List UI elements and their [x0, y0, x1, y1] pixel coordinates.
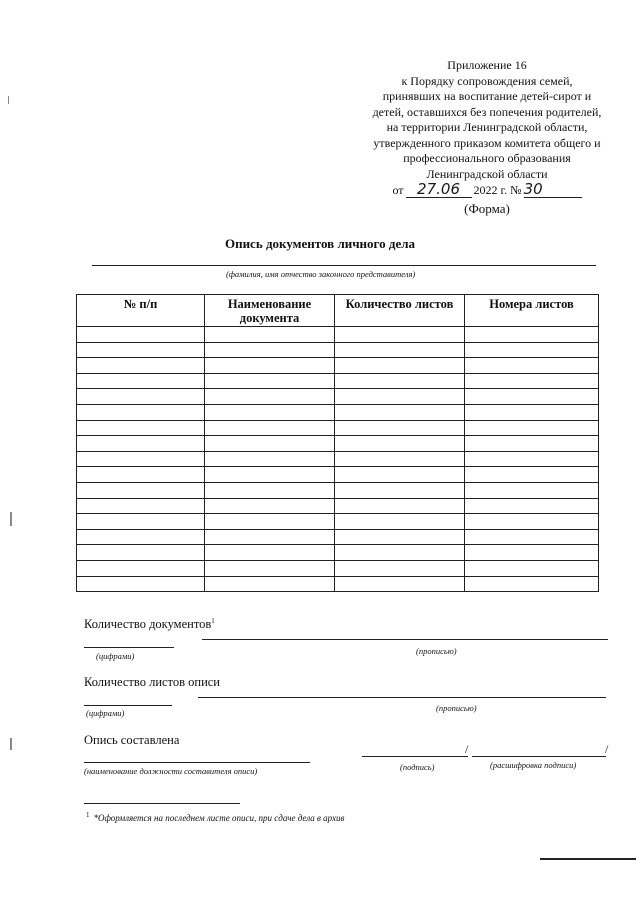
documents-count-digits-caption: (цифрами) [96, 651, 135, 661]
table-row [77, 373, 599, 389]
table-cell [465, 576, 599, 592]
table-cell [335, 389, 465, 405]
table-cell [335, 420, 465, 436]
table-cell [335, 436, 465, 452]
table-cell [465, 482, 599, 498]
table-cell [77, 389, 205, 405]
table-cell [205, 514, 335, 530]
table-row [77, 529, 599, 545]
representative-caption: (фамилия, имя отчество законного представителя) [226, 269, 416, 279]
table-cell [77, 467, 205, 483]
signature-separator: / [465, 742, 469, 756]
table-cell [335, 514, 465, 530]
form-label: (Форма) [464, 200, 510, 216]
table-cell [205, 342, 335, 358]
table-cell [465, 560, 599, 576]
table-cell [335, 451, 465, 467]
header-line: к Порядку сопровождения семей, [401, 73, 573, 88]
sheets-count-digits-caption: (цифрами) [86, 708, 125, 718]
header-line: профессионального образования [403, 151, 571, 165]
order-date: 27.06 [406, 182, 472, 198]
footnote-separator [84, 803, 240, 804]
table-cell [335, 404, 465, 420]
sheets-count-words-caption: (прописью) [436, 703, 477, 713]
signature-decryption-caption: (расшифровка подписи) [490, 760, 577, 770]
table-cell [335, 576, 465, 592]
table-row [77, 327, 599, 343]
header-line: утвержденного приказом комитета общего и [373, 135, 601, 150]
table-cell [335, 545, 465, 561]
order-line [348, 182, 626, 199]
table-cell [335, 482, 465, 498]
table-cell [335, 327, 465, 343]
representative-name-line [92, 265, 596, 266]
documents-count-label-text: Количество документов [84, 617, 212, 632]
table-cell [77, 404, 205, 420]
table-row [77, 576, 599, 592]
table-row [77, 404, 599, 420]
footnote-text: *Оформляется на последнем листе описи, при сдаче дела в архив [93, 813, 345, 823]
document-title: Опись документов личного дела [224, 236, 416, 251]
table-cell [205, 467, 335, 483]
signature-caption: (подпись) [400, 762, 435, 772]
table-cell [335, 358, 465, 374]
table-cell [77, 451, 205, 467]
table-cell [465, 545, 599, 561]
table-row [77, 342, 599, 358]
table-cell [77, 529, 205, 545]
table-cell [465, 404, 599, 420]
scan-edge-line [540, 858, 636, 860]
compiler-position-caption: (наименование должности составителя описи) [84, 766, 258, 776]
column-header-document-name: Наименование документа [205, 295, 335, 327]
documents-count-digits-line [84, 647, 174, 648]
footnote [86, 811, 344, 823]
table-row [77, 467, 599, 483]
approval-header [348, 58, 626, 216]
table-cell [77, 560, 205, 576]
sheets-count-label: Количество листов описи [84, 675, 220, 689]
table-cell [205, 560, 335, 576]
table-cell [465, 529, 599, 545]
sheets-count-words-line [198, 697, 606, 698]
table-cell [465, 436, 599, 452]
table-row [77, 420, 599, 436]
table-cell [335, 529, 465, 545]
table-cell [205, 404, 335, 420]
table-cell [465, 498, 599, 514]
table-cell [205, 498, 335, 514]
table-cell [77, 482, 205, 498]
table-header-row [77, 295, 599, 327]
documents-count-words-caption: (прописью) [416, 646, 457, 656]
table-cell [465, 327, 599, 343]
table-cell [335, 373, 465, 389]
scan-speck [10, 738, 12, 750]
table-row [77, 560, 599, 576]
compiled-by-label: Опись составлена [84, 733, 180, 747]
table-cell [77, 514, 205, 530]
table-cell [465, 451, 599, 467]
table-cell [465, 514, 599, 530]
scan-speck [8, 96, 9, 104]
table-cell [335, 560, 465, 576]
table-row [77, 498, 599, 514]
table-cell [205, 373, 335, 389]
order-year: 2022 г. № [473, 183, 522, 197]
table-cell [77, 498, 205, 514]
sheets-count-digits-line [84, 705, 172, 706]
table-cell [77, 545, 205, 561]
documents-count-label [84, 617, 215, 632]
documents-inventory-table [76, 294, 599, 592]
header-line: Ленинградской области [426, 166, 548, 181]
table-cell [465, 342, 599, 358]
table-cell [77, 436, 205, 452]
signature-end-separator: / [605, 742, 609, 756]
table-cell [205, 545, 335, 561]
table-cell [77, 342, 205, 358]
header-line: на территории Ленинградской области, [386, 120, 588, 134]
table-cell [205, 358, 335, 374]
table-cell [77, 327, 205, 343]
table-cell [465, 467, 599, 483]
signature-line [362, 756, 468, 757]
table-cell [205, 389, 335, 405]
table-cell [205, 576, 335, 592]
table-cell [205, 482, 335, 498]
table-cell [465, 358, 599, 374]
scan-speck [10, 512, 12, 526]
column-header-sheet-numbers: Номера листов [465, 295, 599, 327]
order-number: 30 [524, 182, 582, 198]
table-row [77, 358, 599, 374]
table-cell [335, 498, 465, 514]
header-line: детей, оставшихся без попечения родителей, [372, 104, 602, 119]
table-row [77, 389, 599, 405]
table-cell [77, 373, 205, 389]
table-cell [465, 373, 599, 389]
table-cell [205, 451, 335, 467]
compiler-position-line [84, 762, 310, 763]
column-header-sheet-count: Количество листов [335, 295, 465, 327]
footnote-number: 1 [86, 811, 90, 819]
table-row [77, 436, 599, 452]
table-row [77, 545, 599, 561]
table-cell [205, 529, 335, 545]
table-cell [465, 420, 599, 436]
table-row [77, 482, 599, 498]
table-row [77, 451, 599, 467]
table-row [77, 514, 599, 530]
column-header-number: № п/п [77, 295, 205, 327]
footnote-mark: 1 [211, 617, 215, 625]
order-prefix: от [392, 183, 404, 197]
table-cell [77, 358, 205, 374]
table-cell [205, 420, 335, 436]
table-cell [205, 436, 335, 452]
table-cell [77, 576, 205, 592]
header-line: Приложение 16 [447, 58, 527, 72]
documents-count-words-line [202, 639, 608, 640]
signature-decryption-line [472, 756, 606, 757]
table-cell [335, 342, 465, 358]
header-line: принявших на воспитание детей-сирот и [382, 89, 592, 103]
table-cell [205, 327, 335, 343]
table-cell [465, 389, 599, 405]
table-cell [335, 467, 465, 483]
table-cell [77, 420, 205, 436]
